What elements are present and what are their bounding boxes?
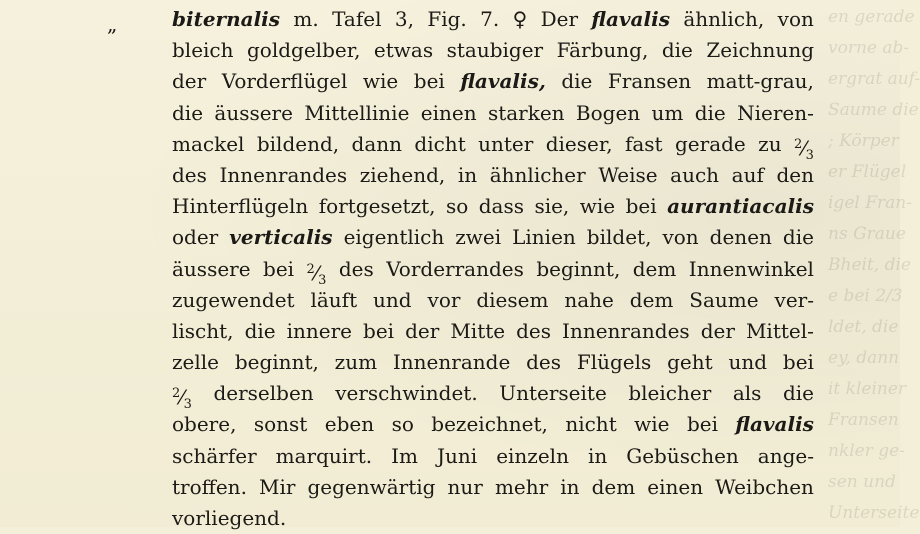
word: in xyxy=(587,443,608,468)
word: dicht xyxy=(414,131,466,156)
text-line xyxy=(172,254,814,288)
word: verschwindet. xyxy=(335,381,478,406)
word: Vorderflügel xyxy=(221,69,348,94)
word: der xyxy=(172,69,207,94)
word: zugewendet xyxy=(172,287,295,312)
word: Mittellinie xyxy=(304,100,410,125)
word: äussere xyxy=(214,100,293,125)
word: Im xyxy=(391,443,418,468)
bleed-line: ey, dann xyxy=(828,348,900,368)
word: Saume xyxy=(689,287,759,312)
fraction: $^2⁄_3$ xyxy=(172,385,192,413)
word: bei xyxy=(263,256,295,281)
word: dass xyxy=(478,194,524,219)
word: Innenrande xyxy=(392,350,511,375)
word: bildend, xyxy=(256,131,340,156)
word: Zeichnung xyxy=(706,38,814,63)
word: Bogen xyxy=(575,100,641,125)
word: derselben xyxy=(213,381,314,406)
text-line xyxy=(172,66,814,97)
word: sonst xyxy=(253,412,308,437)
word: Unterseite xyxy=(499,381,607,406)
word: die xyxy=(244,318,276,343)
bleed-through-text xyxy=(828,0,920,529)
text-line xyxy=(172,222,814,253)
word: 7. xyxy=(480,7,500,31)
word: staubiger xyxy=(446,38,544,63)
word: als xyxy=(732,381,762,406)
word: bezeichnet, xyxy=(431,412,548,437)
word: etwas xyxy=(373,38,434,63)
word: die xyxy=(561,69,593,94)
word: die xyxy=(172,100,204,125)
bleed-line: Bheit, die xyxy=(828,255,911,275)
word: des xyxy=(526,350,562,375)
word: goldgelber, xyxy=(247,38,361,63)
word: Vorderrandes xyxy=(386,256,524,281)
word: einzeln xyxy=(496,443,569,468)
bleed-line: nkler ge- xyxy=(828,441,905,461)
bleed-line: vorne ab- xyxy=(828,38,910,58)
word: innere xyxy=(286,318,353,343)
word: verticalis xyxy=(229,225,333,250)
word: nicht xyxy=(565,412,617,437)
word: und xyxy=(728,350,768,375)
text-line xyxy=(172,316,814,347)
word: Mir xyxy=(258,474,296,499)
word: bei xyxy=(782,350,814,375)
body-paragraph xyxy=(172,4,814,534)
word: Innenrandes xyxy=(219,162,348,187)
word: Nieren- xyxy=(737,100,814,125)
text-line xyxy=(172,98,814,129)
word: ♀ xyxy=(512,7,528,31)
word: beginnt, xyxy=(536,256,621,281)
word: einen xyxy=(420,100,477,125)
word: starken xyxy=(487,100,565,125)
word: des xyxy=(172,162,207,187)
word: gerade xyxy=(675,131,746,156)
text-line xyxy=(172,35,814,66)
word: nahe xyxy=(564,287,614,312)
word: Fransen xyxy=(607,69,692,94)
word: denen xyxy=(709,225,772,250)
word: biternalis xyxy=(172,7,281,31)
word: vor xyxy=(427,287,461,312)
word: Hinterflügeln xyxy=(172,194,309,219)
text-line xyxy=(172,441,814,472)
word: und xyxy=(373,287,412,312)
bleed-line: igel Fran- xyxy=(828,193,912,213)
word: den xyxy=(776,162,814,187)
word: wie xyxy=(362,69,399,94)
word: dem xyxy=(629,287,674,312)
word: beginnt, xyxy=(234,350,319,375)
word: matt-grau, xyxy=(706,69,814,94)
word: die xyxy=(782,381,814,406)
word: äussere xyxy=(172,256,251,281)
word: gegenwärtig xyxy=(307,474,436,499)
word: die xyxy=(782,225,814,250)
text-line xyxy=(172,285,814,316)
text-line xyxy=(172,160,814,191)
word: oder xyxy=(172,225,219,250)
fraction: $^2⁄_3$ xyxy=(793,135,814,163)
word: flavalis, xyxy=(460,69,546,94)
word: läuft xyxy=(310,287,358,312)
word: eben xyxy=(324,412,375,437)
word: Gebüschen xyxy=(626,443,739,468)
word: des xyxy=(338,256,374,281)
text-line xyxy=(172,503,814,534)
bleed-line: sen und xyxy=(828,472,896,492)
bleed-line: Unterseite xyxy=(828,503,920,523)
word: ver- xyxy=(774,287,814,312)
word: unter xyxy=(478,131,534,156)
word: schärfer xyxy=(172,443,257,468)
word: der xyxy=(405,318,440,343)
bleed-line: Fransen xyxy=(828,410,899,430)
word: ähnlicher xyxy=(489,162,586,187)
word: bildet, xyxy=(586,225,652,250)
word: zu xyxy=(758,131,782,156)
word: marquirt. xyxy=(275,443,373,468)
word: auch xyxy=(670,162,720,187)
word: troffen. xyxy=(172,474,247,499)
word: bei xyxy=(625,194,657,219)
word: m. xyxy=(293,7,319,31)
word: zelle xyxy=(172,350,220,375)
word: dem xyxy=(632,256,677,281)
word: der xyxy=(700,318,735,343)
word: mackel xyxy=(172,131,245,156)
fraction: $^2⁄_3$ xyxy=(306,260,327,288)
word: diesem xyxy=(476,287,549,312)
text-line xyxy=(172,129,814,163)
word: die xyxy=(661,38,693,63)
word: wie xyxy=(579,194,616,219)
word: fortgesetzt, xyxy=(318,194,436,219)
word: obere, xyxy=(172,412,237,437)
word: in xyxy=(457,162,478,187)
word: bei xyxy=(413,69,445,94)
text-line xyxy=(172,472,814,503)
word: eigentlich xyxy=(343,225,445,250)
word: vorliegend. xyxy=(172,506,287,530)
word: so xyxy=(391,412,414,437)
word: zwei xyxy=(455,225,502,250)
word: so xyxy=(445,194,469,219)
word: flavalis xyxy=(591,7,670,31)
entry-marker: „ xyxy=(107,12,118,36)
word: Flügels xyxy=(576,350,652,375)
word: Innenwinkel xyxy=(688,256,814,281)
word: geht xyxy=(667,350,713,375)
text-line xyxy=(172,347,814,378)
word: fast xyxy=(624,131,663,156)
word: die xyxy=(694,100,726,125)
word: auf xyxy=(731,162,764,187)
word: Innenrandes xyxy=(562,318,690,343)
word: bei xyxy=(686,412,718,437)
word: um xyxy=(651,100,684,125)
word: lischt, xyxy=(172,318,234,343)
word: nur xyxy=(447,474,483,499)
word: ziehend, xyxy=(359,162,446,187)
word: Mittel- xyxy=(745,318,814,343)
word: Weibchen xyxy=(715,474,814,499)
word: bei xyxy=(363,318,395,343)
word: wie xyxy=(634,412,670,437)
bleed-line: Saume die xyxy=(828,100,919,120)
bleed-line: it kleiner xyxy=(828,379,907,399)
word: dann xyxy=(351,131,403,156)
word: in xyxy=(560,474,580,499)
word: Färbung, xyxy=(556,38,649,63)
word: 3, xyxy=(394,7,414,31)
bleed-line: ldet, die xyxy=(828,317,899,337)
word: einen xyxy=(647,474,704,499)
word: bleich xyxy=(172,38,234,63)
word: Linien xyxy=(512,225,576,250)
word: ange- xyxy=(757,443,814,468)
bleed-line: ; Körper xyxy=(828,131,899,151)
word: dem xyxy=(591,474,636,499)
text-line xyxy=(172,409,814,440)
word: von xyxy=(662,225,699,250)
word: Mitte xyxy=(450,318,506,343)
word: Juni xyxy=(437,443,478,468)
word: zum xyxy=(334,350,378,375)
word: mehr xyxy=(494,474,549,499)
word: ähnlich, xyxy=(683,7,765,31)
word: von xyxy=(777,7,814,31)
word: Der xyxy=(540,7,579,31)
word: sie, xyxy=(534,194,570,219)
word: aurantiacalis xyxy=(667,194,814,219)
bleed-line: en gerade xyxy=(828,7,915,27)
text-line xyxy=(172,378,814,413)
bleed-line: ergrat auf- xyxy=(828,69,920,89)
text-line xyxy=(172,191,814,222)
word: Weise xyxy=(598,162,658,187)
word: des xyxy=(516,318,552,343)
word: dieser, xyxy=(545,131,613,156)
word: Tafel xyxy=(332,7,382,31)
bleed-line: e bei 2/3 xyxy=(828,286,903,306)
bleed-line: er Flügel xyxy=(828,162,907,182)
word: Fig. xyxy=(427,7,467,31)
bleed-line: ns Graue xyxy=(828,224,906,244)
text-line xyxy=(172,4,814,35)
word: flavalis xyxy=(735,412,814,437)
word: bleicher xyxy=(628,381,712,406)
